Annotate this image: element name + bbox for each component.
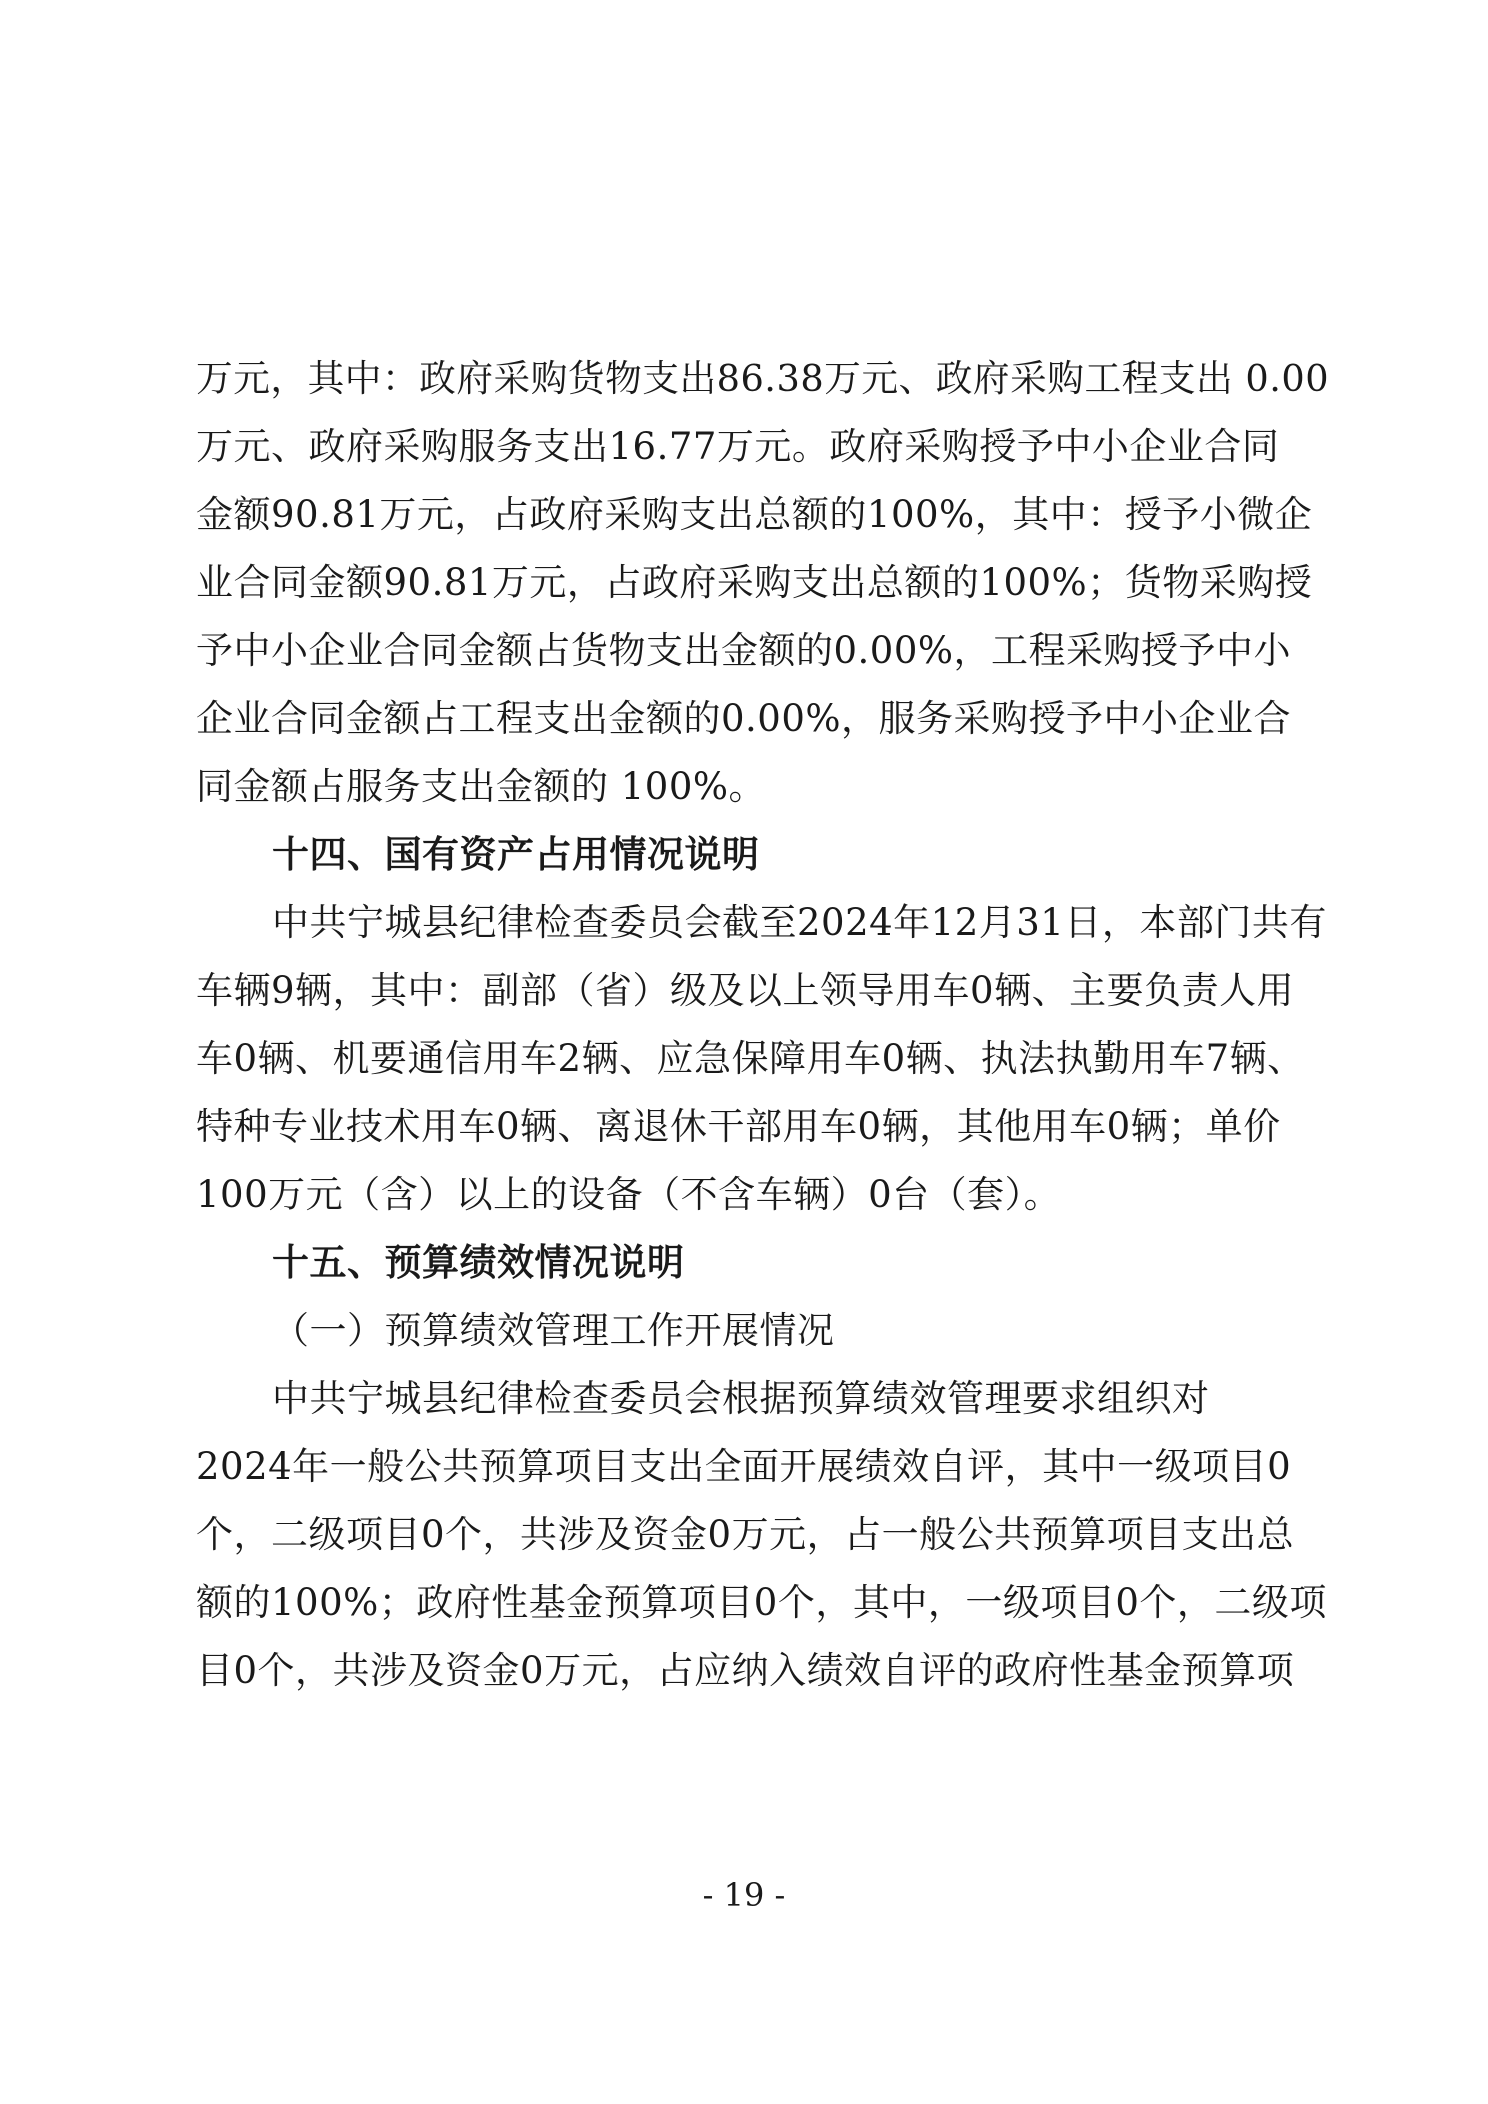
section-heading: 十四、国有资产占用情况说明 <box>272 833 760 876</box>
paragraph-line: 目0个，共涉及资金0万元，占应纳入绩效自评的政府性基金预算项 <box>196 1649 1295 1692</box>
paragraph-line: 车0辆、机要通信用车2辆、应急保障用车0辆、执法执勤用车7辆、 <box>196 1037 1305 1080</box>
paragraph-line: 业合同金额90.81万元，占政府采购支出总额的100%；货物采购授 <box>196 561 1313 604</box>
paragraph-line: 金额90.81万元，占政府采购支出总额的100%，其中：授予小微企 <box>196 493 1313 536</box>
paragraph-line: 2024年一般公共预算项目支出全面开展绩效自评，其中一级项目0 <box>196 1445 1292 1488</box>
paragraph-line: 个，二级项目0个，共涉及资金0万元，占一般公共预算项目支出总 <box>196 1513 1295 1556</box>
paragraph-line: 万元、政府采购服务支出16.77万元。政府采购授予中小企业合同 <box>196 425 1280 468</box>
paragraph-line: 企业合同金额占工程支出金额的0.00%，服务采购授予中小企业合 <box>196 697 1292 740</box>
paragraph-line: 中共宁城县纪律检查委员会截至2024年12月31日，本部门共有 <box>272 901 1327 944</box>
subsection-heading: （一）预算绩效管理工作开展情况 <box>272 1309 835 1352</box>
paragraph-line: 100万元（含）以上的设备（不含车辆）0台（套）。 <box>196 1173 1062 1216</box>
paragraph-line: 中共宁城县纪律检查委员会根据预算绩效管理要求组织对 <box>272 1377 1210 1420</box>
paragraph-line: 同金额占服务支出金额的 100%。 <box>196 765 767 808</box>
section-heading: 十五、预算绩效情况说明 <box>272 1241 685 1284</box>
paragraph-line: 额的100%；政府性基金预算项目0个，其中，一级项目0个，二级项 <box>196 1581 1327 1624</box>
page-number: - 19 - <box>702 1876 786 1914</box>
paragraph-line: 万元，其中：政府采购货物支出86.38万元、政府采购工程支出 0.00 <box>196 357 1330 400</box>
paragraph-line: 予中小企业合同金额占货物支出金额的0.00%，工程采购授予中小 <box>196 629 1292 672</box>
paragraph-line: 车辆9辆，其中：副部（省）级及以上领导用车0辆、主要负责人用 <box>196 969 1295 1012</box>
paragraph-line: 特种专业技术用车0辆、离退休干部用车0辆，其他用车0辆；单价 <box>196 1105 1281 1148</box>
